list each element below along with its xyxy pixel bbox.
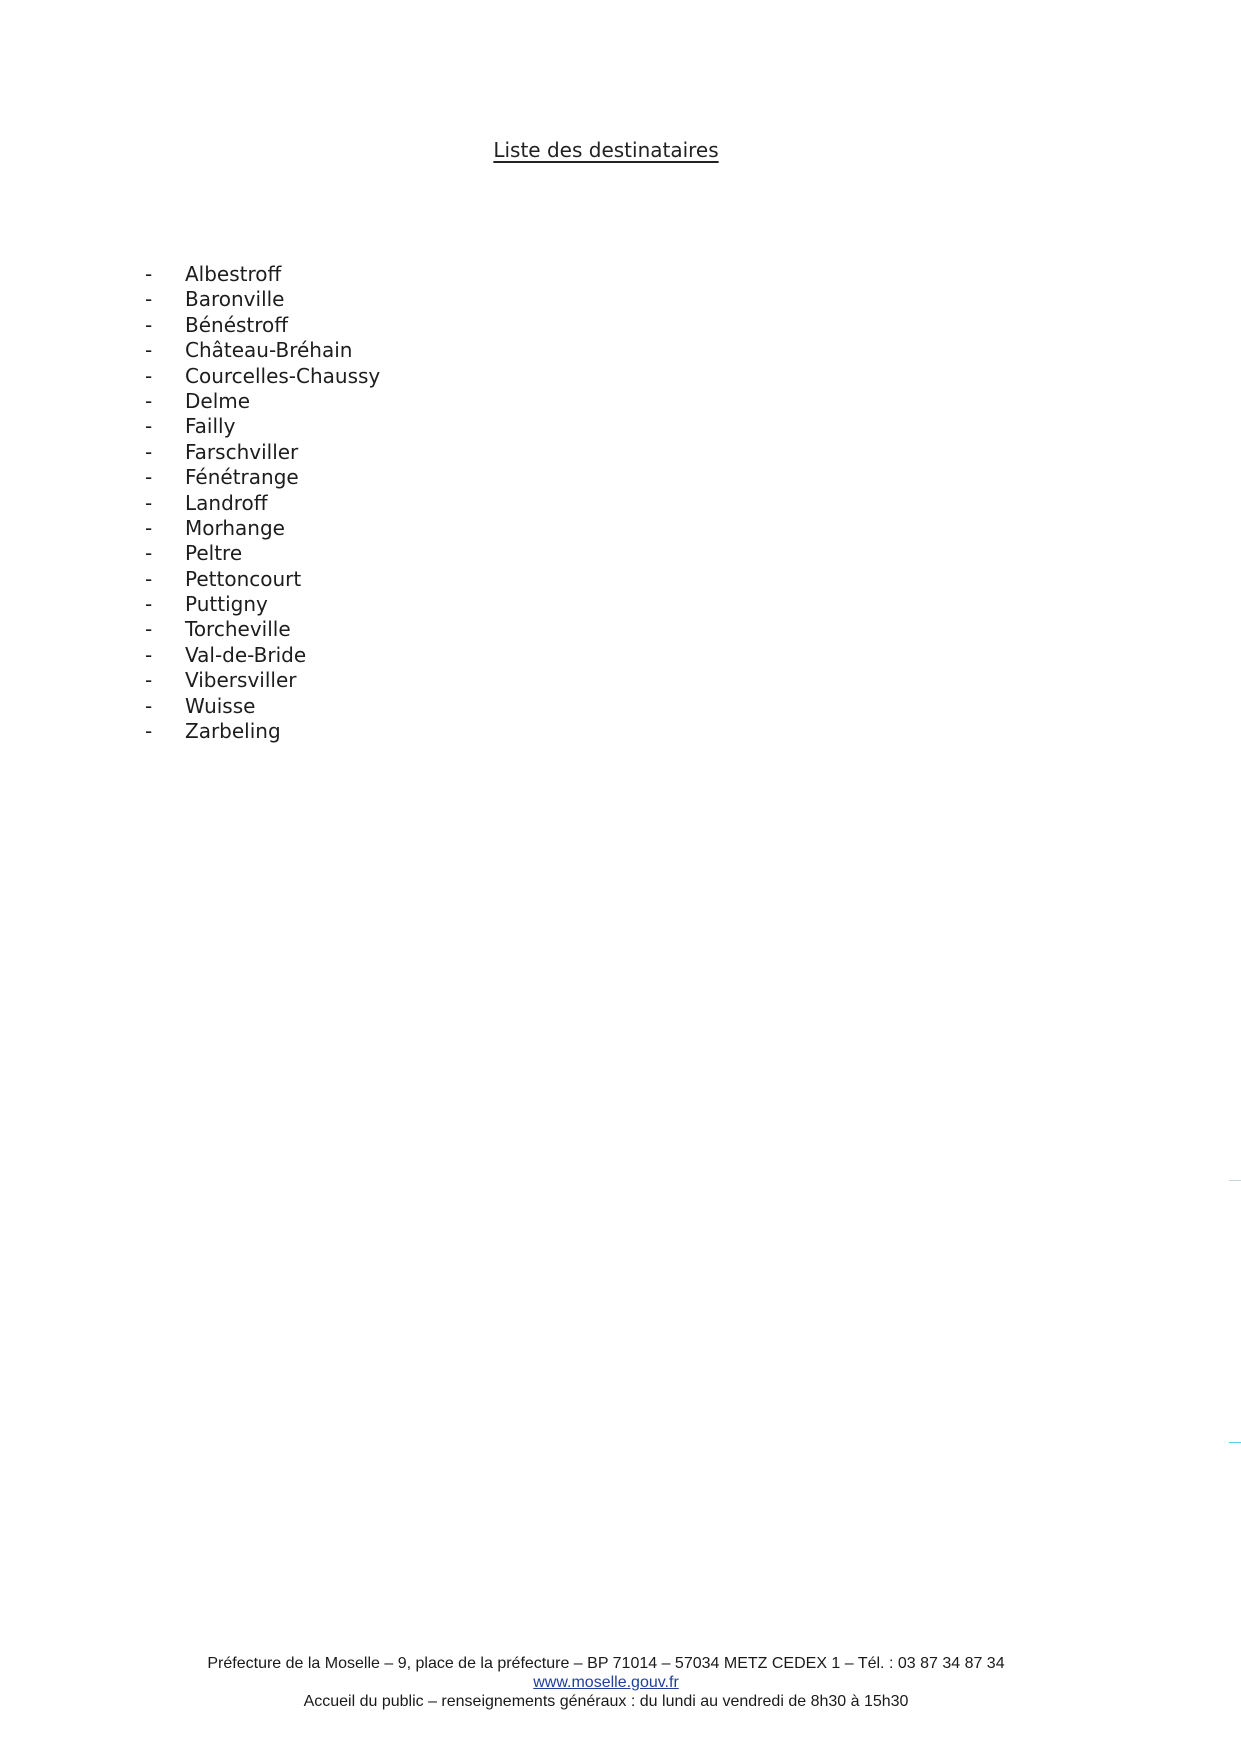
footer-address: Préfecture de la Moselle – 9, place de la préfecture – BP 71014 – 57034 METZ CEDEX 1 – Tél. : 03 87 34 87 34 <box>207 1655 1005 1672</box>
list-bullet: - <box>145 338 153 363</box>
footer-website-link[interactable]: www.moselle.gouv.fr <box>533 1674 679 1691</box>
list-bullet: - <box>145 693 153 718</box>
recipient-name: Farschviller <box>185 439 299 464</box>
list-bullet: - <box>145 592 153 617</box>
footer-hours: Accueil du public – renseignements généraux : du lundi au vendredi de 8h30 à 15h30 <box>303 1693 909 1710</box>
footer <box>0 1654 1212 1711</box>
recipient-name: Wuisse <box>185 693 256 718</box>
recipient-name: Bénéstroff <box>185 312 289 337</box>
recipient-name: Fénétrange <box>185 465 299 490</box>
page-title-text: Liste des destinataires <box>493 138 719 162</box>
scan-edge-mark <box>1229 1180 1241 1181</box>
recipient-name: Landroff <box>185 490 268 515</box>
list-bullet: - <box>145 719 153 744</box>
list-bullet: - <box>145 566 153 591</box>
recipient-name: Torcheville <box>185 617 291 642</box>
list-bullet: - <box>145 617 153 642</box>
recipient-name: Peltre <box>185 541 243 566</box>
recipient-name: Delme <box>185 388 251 413</box>
list-bullet: - <box>145 465 153 490</box>
list-bullet: - <box>145 312 153 337</box>
recipient-name: Vibersviller <box>185 668 297 693</box>
list-bullet: - <box>145 668 153 693</box>
list-bullet: - <box>145 363 153 388</box>
recipient-name: Val-de-Bride <box>185 642 307 667</box>
list-bullet: - <box>145 642 153 667</box>
list-bullet: - <box>145 541 153 566</box>
recipient-name: Château-Bréhain <box>185 338 353 363</box>
recipient-name: Courcelles-Chaussy <box>185 363 381 388</box>
recipient-name: Zarbeling <box>185 719 281 744</box>
list-bullet: - <box>145 414 153 439</box>
recipient-name: Baronville <box>185 287 285 312</box>
recipient-name: Pettoncourt <box>185 566 302 591</box>
list-bullet: - <box>145 490 153 515</box>
list-bullet: - <box>145 262 153 286</box>
list-bullet: - <box>145 388 153 413</box>
recipient-name: Failly <box>185 414 236 439</box>
scan-edge-mark <box>1229 1442 1241 1443</box>
list-bullet: - <box>145 439 153 464</box>
list-bullet: - <box>145 515 153 540</box>
page-title <box>0 138 1212 162</box>
list-bullet: - <box>145 287 153 312</box>
recipient-name: Puttigny <box>185 592 268 617</box>
recipient-name: Albestroff <box>185 262 282 286</box>
recipient-name: Morhange <box>185 515 285 540</box>
